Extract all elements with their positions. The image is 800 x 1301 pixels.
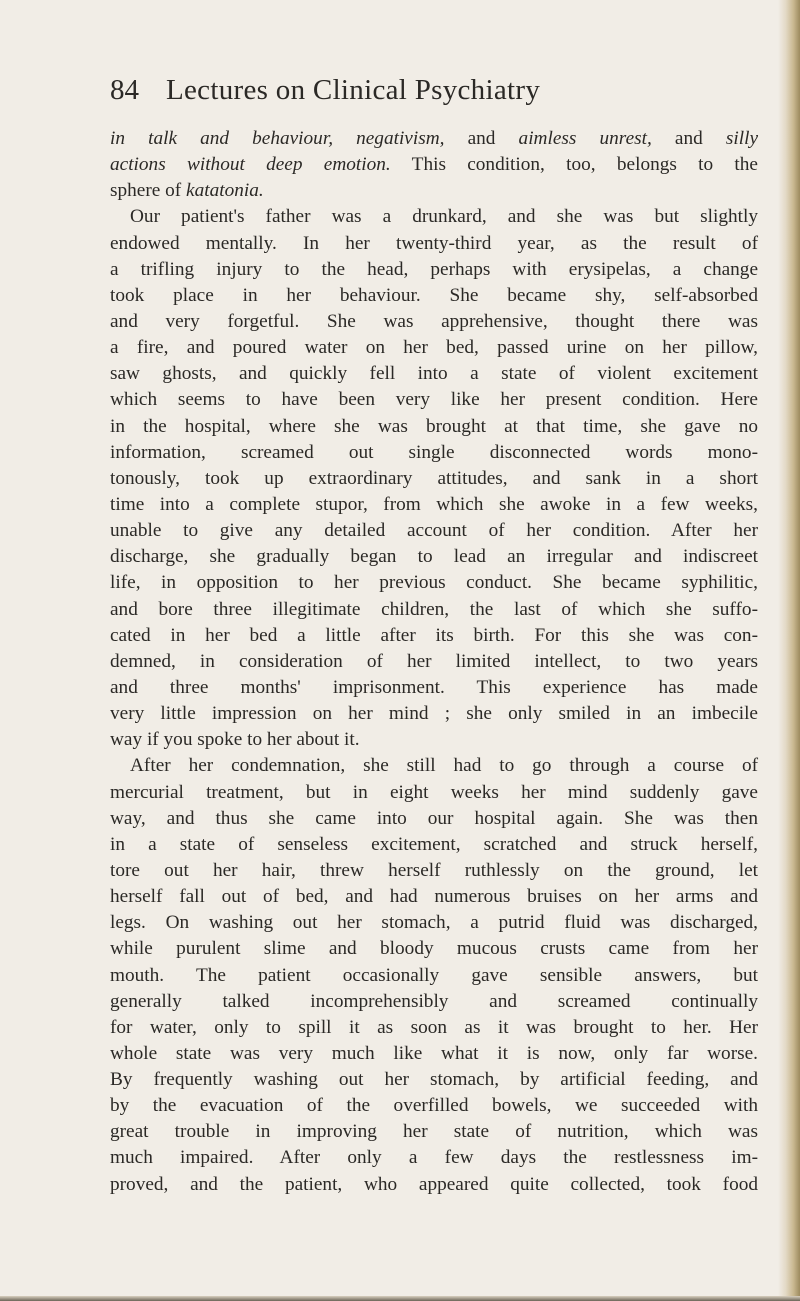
text-line: proved, and the patient, who appeared quite collected, took food (110, 1173, 758, 1195)
text-line: took place in her behaviour. She became shy, self-absorbed (110, 284, 758, 306)
text-line: whole state was very much like what it is now, only far worse. (110, 1042, 758, 1064)
text-line: generally talked incomprehensibly and screamed continually (110, 990, 758, 1012)
text-line: while purulent slime and bloody mucous crusts came from her (110, 938, 758, 960)
text-line: in a state of senseless excitement, scratched and struck herself, (110, 833, 758, 855)
text-line: tore out her hair, threw herself ruthlessly on the ground, let (110, 859, 758, 881)
text-line: and bore three illegitimate children, the last of which she suffo- (110, 598, 758, 620)
text-line: a fire, and poured water on her bed, passed urine on her pillow, (110, 337, 758, 359)
text-line: tonously, took up extraordinary attitudes, and sank in a short (110, 467, 758, 489)
text-line: mouth. The patient occasionally gave sensible answers, but (110, 964, 758, 986)
text-line: demned, in consideration of her limited intellect, to two years (110, 650, 758, 672)
text-line: by the evacuation of the overfilled bowels, we succeeded with (110, 1095, 758, 1117)
text-line: After her condemnation, she still had to go through a course of (130, 755, 758, 777)
text-line: way, and thus she came into our hospital again. She was then (110, 807, 758, 829)
text-line: sphere of katatonia. (110, 180, 264, 202)
text-line: time into a complete stupor, from which she awoke in a few weeks, (110, 493, 758, 515)
body-text (110, 126, 758, 1198)
text-line: great trouble in improving her state of nutrition, which was (110, 1121, 758, 1143)
page-edge-shadow (778, 0, 800, 1301)
text-line: a trifling injury to the head, perhaps with erysipelas, a change (110, 258, 758, 280)
text-line: endowed mentally. In her twenty-third year, as the result of (110, 232, 758, 254)
text-line: legs. On washing out her stomach, a putrid fluid was discharged, (110, 912, 758, 934)
text-line: in talk and behaviour, negativism, and aimless unrest, and silly (110, 128, 759, 149)
page-bottom-edge (0, 1296, 800, 1301)
text-line: discharge, she gradually began to lead an irregular and indiscreet (110, 546, 758, 568)
text-line: and three months' imprisonment. This experience has made (110, 676, 758, 698)
text-line: By frequently washing out her stomach, by artificial feeding, and (110, 1069, 758, 1091)
text-line: very little impression on her mind ; she only smiled in an imbecile (110, 703, 758, 725)
text-line: unable to give any detailed account of her condition. After her (110, 520, 758, 542)
text-line: which seems to have been very like her present condition. Here (110, 389, 758, 411)
text-line: cated in her bed a little after its birth. For this she was con- (110, 624, 758, 646)
text-line: actions without deep emotion. This condition, too, belongs to the (110, 154, 758, 176)
text-line: and very forgetful. She was apprehensive, thought there was (110, 310, 758, 332)
page-number: 84 (110, 74, 139, 106)
text-line: saw ghosts, and quickly fell into a state of violent excitement (110, 363, 758, 385)
text-line: herself fall out of bed, and had numerous bruises on her arms and (110, 886, 758, 908)
text-line: information, screamed out single disconnected words mono- (110, 441, 758, 463)
page-header (110, 74, 710, 114)
text-line: life, in opposition to her previous conduct. She became syphilitic, (110, 572, 758, 594)
text-line: much impaired. After only a few days the restlessness im- (110, 1147, 758, 1169)
text-line: for water, only to spill it as soon as it was brought to her. Her (110, 1016, 758, 1038)
text-line: Our patient's father was a drunkard, and she was but slightly (130, 206, 758, 228)
running-head: Lectures on Clinical Psychiatry (166, 74, 541, 106)
text-line: in the hospital, where she was brought at that time, she gave no (110, 415, 758, 437)
text-line: mercurial treatment, but in eight weeks her mind suddenly gave (110, 781, 758, 803)
text-line: way if you spoke to her about it. (110, 729, 360, 751)
